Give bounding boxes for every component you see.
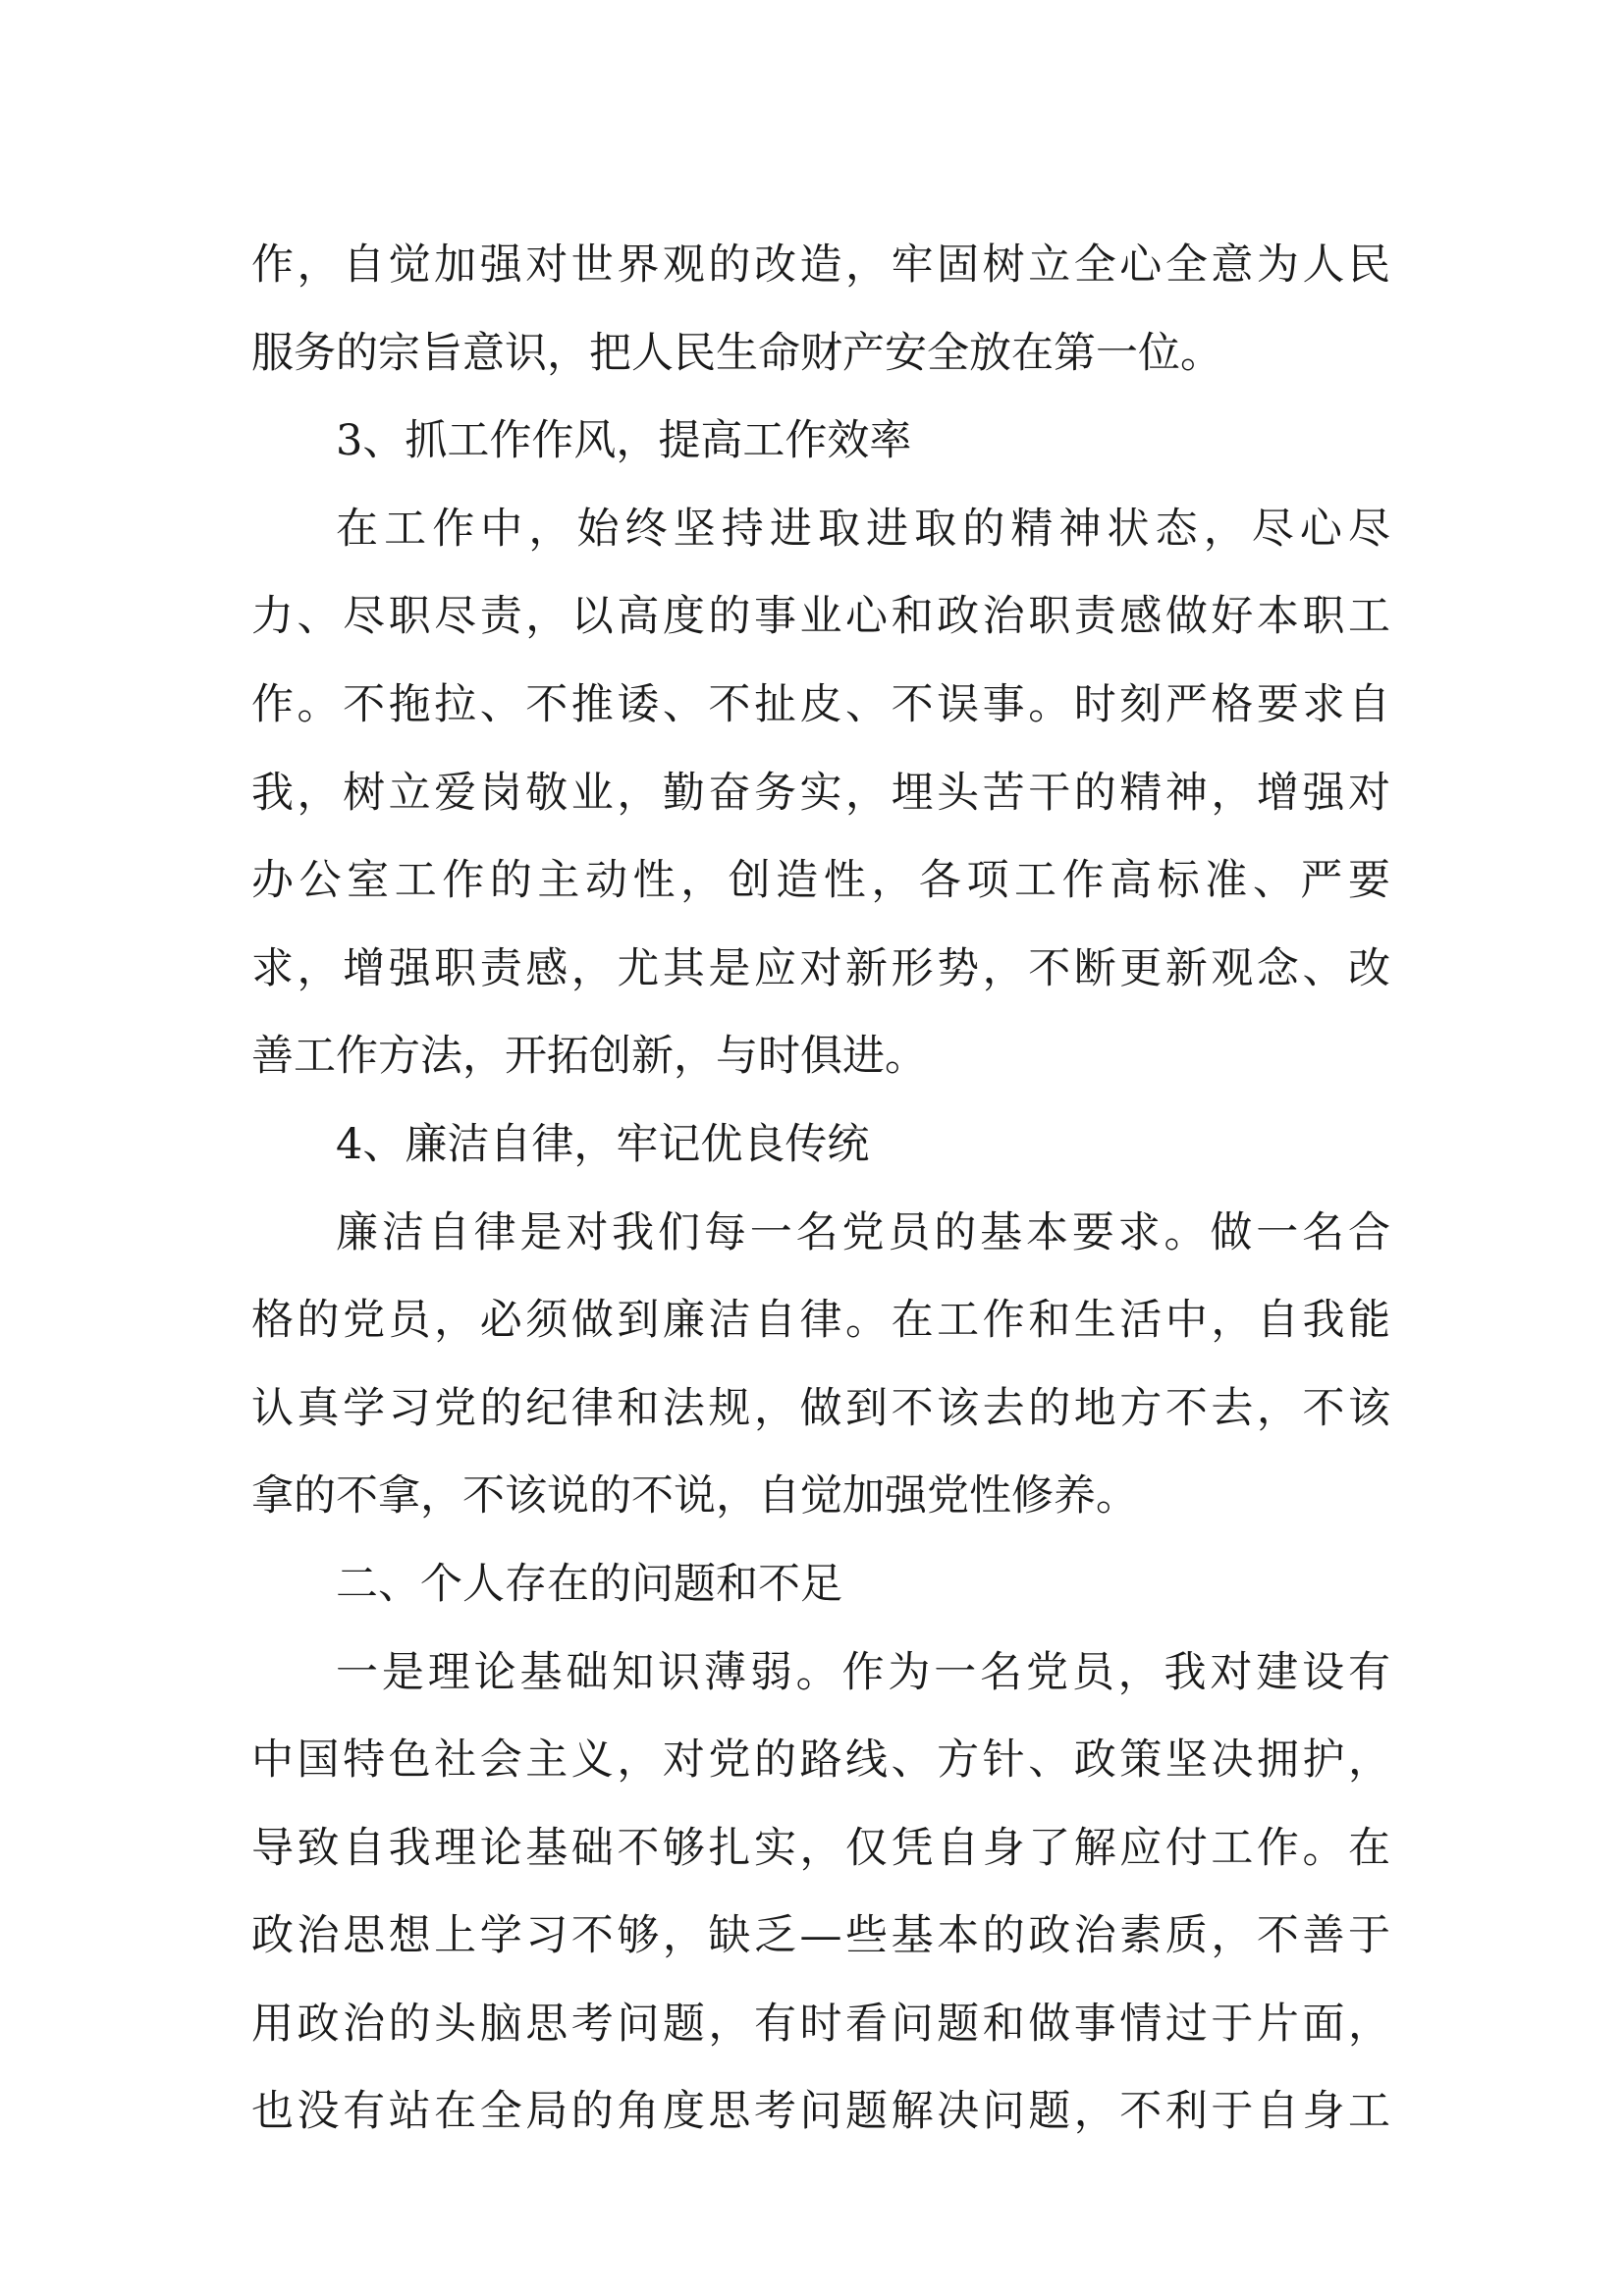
text-line: 在工作中，始终坚持进取进取的精神状态，尽心尽 (336, 504, 1390, 554)
text-line: 政治思想上学习不够，缺乏—些基本的政治素质，不善于 (251, 1911, 1390, 1961)
text-line: 格的党员，必须做到廉洁自律。在工作和生活中，自我能 (251, 1296, 1390, 1346)
section-heading: 4、廉洁自律，牢记优良传统 (336, 1119, 870, 1169)
section-heading: 二、个人存在的问题和不足 (336, 1559, 842, 1609)
text-line: 用政治的头脑思考问题，有时看问题和做事情过于片面， (251, 1999, 1390, 2049)
text-line: 作，自觉加强对世界观的改造，牢固树立全心全意为人民 (251, 240, 1390, 290)
text-line: 力、尽职尽责，以高度的事业心和政治职责感做好本职工 (251, 592, 1390, 642)
text-line: 一是理论基础知识薄弱。作为一名党员，我对建设有 (336, 1647, 1390, 1697)
text-line: 我，树立爱岗敬业，勤奋务实，埋头苦干的精神，增强对 (251, 768, 1390, 818)
text-line: 拿的不拿，不该说的不说，自觉加强党性修养。 (251, 1471, 1138, 1522)
text-line: 廉洁自律是对我们每一名党员的基本要求。做一名合 (336, 1207, 1390, 1257)
text-line: 善工作方法，开拓创新，与时俱进。 (251, 1032, 927, 1082)
text-line: 也没有站在全局的角度思考问题解决问题，不利于自身工 (251, 2087, 1390, 2137)
text-line: 求，增强职责感，尤其是应对新形势，不断更新观念、改 (251, 943, 1390, 993)
text-line: 导致自我理论基础不够扎实，仅凭自身了解应付工作。在 (251, 1823, 1390, 1873)
text-line: 服务的宗旨意识，把人民生命财产安全放在第一位。 (251, 328, 1222, 378)
section-heading: 3、抓工作作风，提高工作效率 (336, 416, 912, 466)
text-line: 作。不拖拉、不推诿、不扯皮、不误事。时刻严格要求自 (251, 679, 1390, 729)
text-line: 认真学习党的纪律和法规，做到不该去的地方不去，不该 (251, 1383, 1390, 1433)
text-line: 办公室工作的主动性，创造性，各项工作高标准、严要 (251, 856, 1390, 906)
document-body (251, 222, 1390, 2157)
text-line: 中国特色社会主义，对党的路线、方针、政策坚决拥护， (251, 1735, 1390, 1786)
